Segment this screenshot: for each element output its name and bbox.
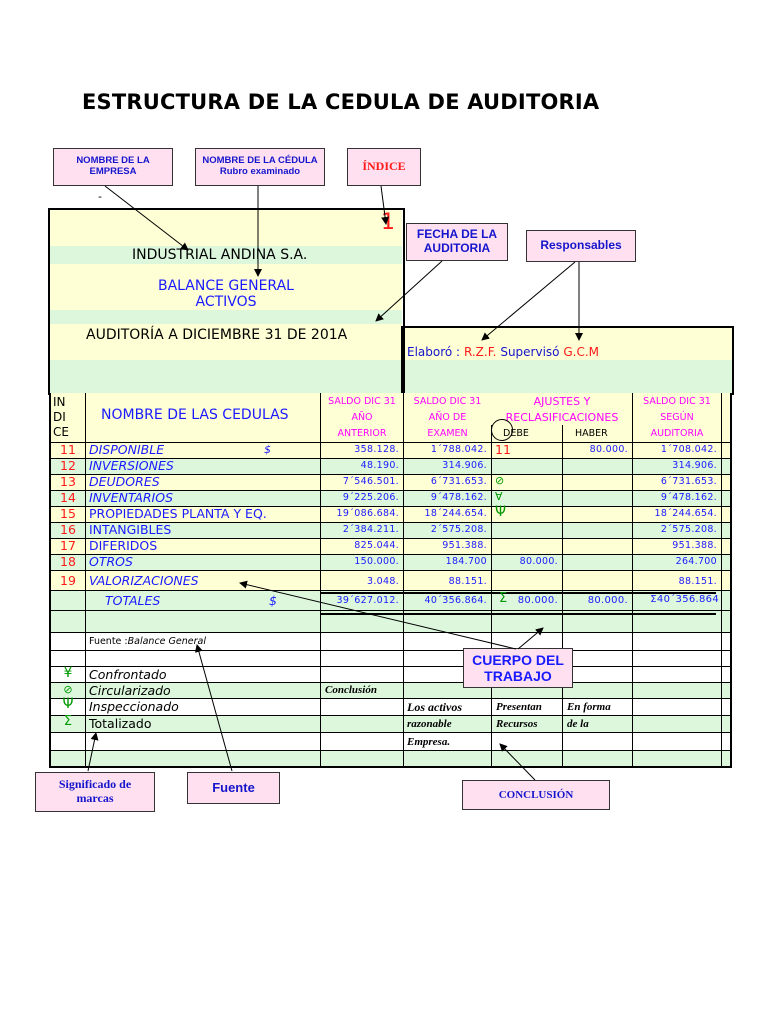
col-nombre: NOMBRE DE LAS CEDULAS <box>101 407 289 423</box>
totals-label: TOTALES <box>105 593 161 608</box>
totals-saldo-examen: 40´356.864. <box>424 595 487 606</box>
col-saldo-examen: SALDO DIC 31 AÑO DE EXAMEN <box>413 396 482 439</box>
row-saldo-examen: 184.700 <box>445 556 487 567</box>
dash-mark: - <box>98 190 102 203</box>
row-saldo-examen: 1´788.042. <box>430 444 487 455</box>
confrontado-mark-icon: ¥ <box>63 665 73 681</box>
index-number: 1 <box>381 210 395 235</box>
callout-significado-marcas: Significado de marcas <box>35 772 155 812</box>
circularizado-legend-icon: ⊘ <box>63 683 73 696</box>
statement-name: BALANCE GENERAL ACTIVOS <box>158 278 294 310</box>
row-saldo-examen: 2´575.208. <box>430 524 487 535</box>
row-index: 19 <box>60 573 76 588</box>
col-indice: IN DI CE <box>53 395 69 439</box>
responsables-box <box>401 326 734 395</box>
row-bg-l5 <box>49 732 732 750</box>
row-saldo-auditoria: 314.906. <box>672 460 717 471</box>
for-all-mark-icon: ∀ <box>495 490 503 503</box>
row-index: 12 <box>60 458 76 473</box>
callout-indice: ÍNDICE <box>347 148 421 186</box>
row-saldo-anterior: 825.044. <box>354 540 399 551</box>
row-index: 17 <box>60 538 76 553</box>
row-currency: $ <box>264 443 271 456</box>
row-saldo-anterior: 9´225.206. <box>342 492 399 503</box>
conclusion-r2b: Recursos <box>496 718 538 730</box>
totals-haber: 80.000. <box>587 595 628 606</box>
row-index: 18 <box>60 554 76 569</box>
page-title: ESTRUCTURA DE LA CEDULA DE AUDITORIA <box>82 90 600 114</box>
totals-debe: 80.000. <box>517 595 558 606</box>
col-ajustes: AJUSTES Y RECLASIFICACIONES <box>505 395 619 424</box>
row-saldo-anterior: 358.128. <box>354 444 399 455</box>
hline-18 <box>49 732 732 733</box>
hline-9 <box>49 570 732 571</box>
conclusion-r1a: Los activos <box>407 700 462 714</box>
row-saldo-auditoria: 6´731.653. <box>660 476 717 487</box>
hline-12 <box>49 632 732 633</box>
col-haber: HABER <box>575 428 608 439</box>
legend-inspeccionado: Inspeccionado <box>89 699 179 714</box>
totals-saldo-anterior: 39´627.012. <box>336 595 399 606</box>
row-name: PROPIEDADES PLANTA Y EQ. <box>89 506 267 521</box>
vline-7 <box>721 393 722 768</box>
hline-19 <box>49 750 732 751</box>
row-debe: 80.000. <box>519 556 558 567</box>
row-haber: 80.000. <box>589 444 628 455</box>
vline-1 <box>85 393 86 768</box>
totalizado-legend-icon: Σ <box>63 714 73 729</box>
row-saldo-auditoria: 1´708.042. <box>660 444 717 455</box>
conclusion-r1c: En forma <box>567 701 611 713</box>
conclusion-r2a: razonable <box>407 718 452 730</box>
row-saldo-anterior: 19´086.684. <box>336 508 399 519</box>
row-saldo-examen: 951.388. <box>442 540 487 551</box>
row-name: INVERSIONES <box>89 458 174 473</box>
totals-currency: $ <box>269 593 277 608</box>
row-saldo-auditoria: 2´575.208. <box>660 524 717 535</box>
row-bg-blank <box>49 650 732 666</box>
callout-cuerpo-trabajo: CUERPO DEL TRABAJO <box>463 648 573 688</box>
callout-responsables: Responsables <box>526 230 636 262</box>
row-saldo-anterior: 3.048. <box>366 576 399 587</box>
work-table <box>49 393 732 768</box>
hline-bottom <box>49 766 732 768</box>
callout-fuente: Fuente <box>187 772 280 804</box>
totals-saldo-auditoria: Σ40´356.864 <box>650 594 719 605</box>
row-index: 13 <box>60 474 76 489</box>
row-saldo-examen: 88.151. <box>448 576 487 587</box>
col-saldo-auditoria: SALDO DIC 31 SEGÚN AUDITORIA <box>643 396 711 439</box>
hline-8 <box>49 554 732 555</box>
company-name: INDUSTRIAL ANDINA S.A. <box>132 247 308 263</box>
circularizado-mark-icon: ⊘ <box>495 474 505 487</box>
row-saldo-examen: 314.906. <box>442 460 487 471</box>
legend-totalizado: Totalizado <box>89 716 152 731</box>
conclusion-r1b: Presentan <box>496 701 542 713</box>
responsables-line: Elaboró : R.Z.F. Supervisó G.C.M <box>407 345 600 359</box>
conclusion-label: Conclusión <box>325 684 377 696</box>
row-index: 11 <box>60 442 76 457</box>
row-saldo-auditoria: 9´478.162. <box>660 492 717 503</box>
legend-circularizado: Circularizado <box>89 683 171 698</box>
row-saldo-anterior: 48.190. <box>360 460 399 471</box>
row-index: 16 <box>60 522 76 537</box>
row-saldo-examen: 6´731.653. <box>430 476 487 487</box>
callout-conclusion: CONCLUSIÓN <box>462 780 610 810</box>
row-saldo-anterior: 2´384.211. <box>342 524 399 535</box>
inspeccionado-mark-icon: Ψ <box>495 504 507 520</box>
hline-total-bottom <box>320 613 716 615</box>
inspeccionado-legend-icon: Ψ <box>62 696 74 712</box>
row-saldo-examen: 9´478.162. <box>430 492 487 503</box>
row-index: 15 <box>60 506 76 521</box>
callout-nombre-cedula: NOMBRE DE LA CÉDULA Rubro examinado <box>195 148 325 186</box>
row-saldo-auditoria: 88.151. <box>678 576 717 587</box>
row-saldo-anterior: 150.000. <box>354 556 399 567</box>
row-saldo-auditoria: 18´244.654. <box>654 508 717 519</box>
callout-fecha-auditoria: FECHA DE LA AUDITORIA <box>406 223 508 261</box>
legend-confrontado: Confrontado <box>89 667 167 682</box>
hline-10 <box>49 590 732 591</box>
hline-11 <box>49 610 732 611</box>
row-saldo-anterior: 7´546.501. <box>342 476 399 487</box>
row-index: 14 <box>60 490 76 505</box>
col-debe: DEBE <box>503 428 529 439</box>
col-saldo-anterior: SALDO DIC 31 AÑO ANTERIOR <box>328 396 396 439</box>
row-name: VALORIZACIONES <box>89 573 199 588</box>
fuente-line: Fuente :Balance General <box>89 636 206 647</box>
conclusion-r3a: Empresa. <box>407 736 451 748</box>
row-saldo-auditoria: 951.388. <box>672 540 717 551</box>
audit-date: AUDITORÍA A DICIEMBRE 31 DE 201A <box>86 327 348 343</box>
row-name: DEUDORES <box>89 474 160 489</box>
row-name: DIFERIDOS <box>89 538 158 553</box>
row-name: INTANGIBLES <box>89 522 172 537</box>
row-name: INVENTARIOS <box>89 490 174 505</box>
sigma-icon: Σ <box>499 591 508 606</box>
row-name: DISPONIBLE <box>89 442 165 457</box>
row-name: OTROS <box>89 554 133 569</box>
conclusion-r2c: de la <box>567 718 589 730</box>
row-saldo-auditoria: 264.700 <box>675 556 717 567</box>
vline-right <box>730 393 732 768</box>
row-saldo-examen: 18´244.654. <box>424 508 487 519</box>
callout-nombre-empresa: NOMBRE DE LA EMPRESA <box>53 148 173 186</box>
hline-13 <box>49 650 732 651</box>
row-debe-ref: 11 <box>495 442 511 457</box>
